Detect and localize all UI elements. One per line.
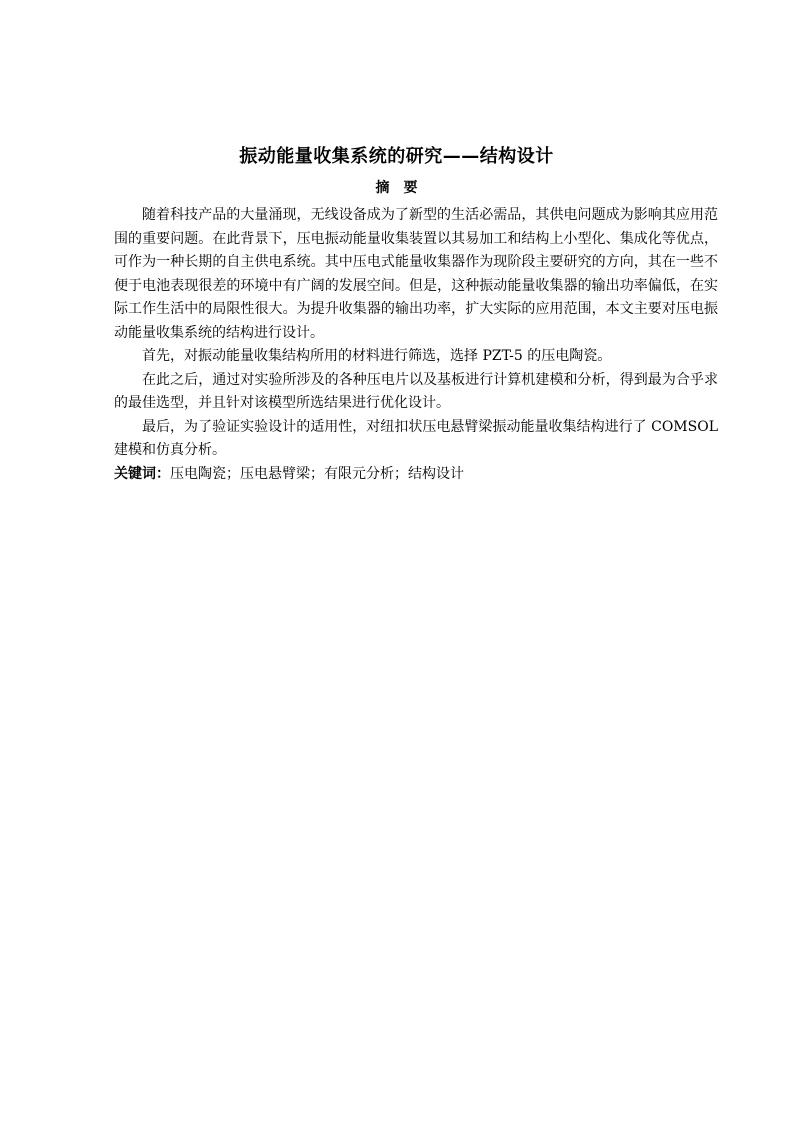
abstract-paragraph: 首先，对振动能量收集结构所用的材料进行筛选，选择 PZT-5 的压电陶瓷。	[142, 348, 612, 364]
keywords-text: 压电陶瓷；压电悬臂梁；有限元分析；结构设计	[170, 465, 464, 482]
abstract-paragraph: 在此之后，通过对实验所涉及的各种压电片以及基板进行计算机建模和分析，得到最为合乎求的最佳选型，并且针对该模型所选结果进行优化设计。	[114, 371, 718, 411]
keywords-label: 关键词：	[114, 465, 170, 482]
keywords-line	[114, 463, 718, 487]
abstract-paragraph: 随着科技产品的大量涌现，无线设备成为了新型的生活必需品，其供电问题成为影响其应用范围的重要问题。在此背景下，压电振动能量收集装置以其易加工和结构上小型化、集成化等优点，可作为一种长期的自主供电系统。其中压电式能量收集器作为现阶段主要研究的方向，其在一些不便于电池表现很差的环境中有广阔的发展空间。但是，这种振动能量收集器的输出功率偏低，在实际工作生活中的局限性很大。为提升收集器的输出功率，扩大实际的应用范围，本文主要对压电振动能量收集系统的结构进行设计。	[114, 207, 718, 341]
abstract-body	[114, 204, 718, 486]
abstract-heading: 摘要	[375, 180, 432, 196]
document-title: 振动能量收集系统的研究——结构设计	[239, 146, 554, 167]
abstract-paragraph: 最后，为了验证实验设计的适用性，对纽扣状压电悬臂梁振动能量收集结构进行了 COMSOL 建模和仿真分析。	[114, 418, 718, 458]
